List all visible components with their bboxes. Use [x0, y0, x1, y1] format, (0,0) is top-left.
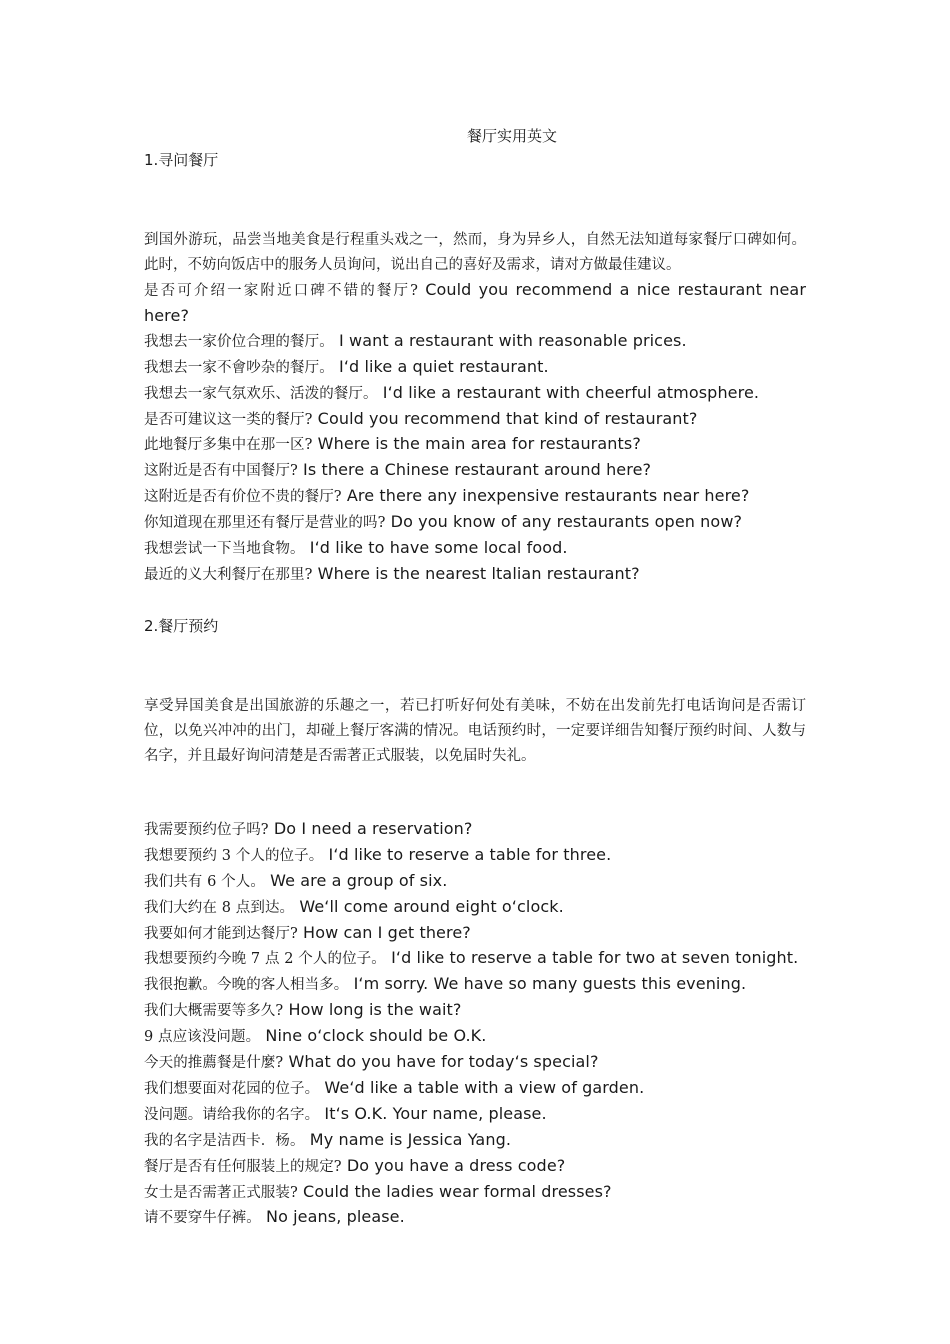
phrase-line — [144, 1180, 806, 1206]
phrase-line — [144, 817, 806, 843]
phrase-line — [144, 895, 806, 921]
phrase-line — [144, 432, 806, 458]
phrase-english: Nine o‘clock should be O.K. — [260, 1026, 487, 1046]
phrase-list-inquiry — [144, 278, 806, 588]
phrase-line — [144, 329, 806, 355]
phrase-english: Are there any inexpensive restaurants near here? — [341, 486, 750, 506]
phrase-english: I‘d like to reserve a table for three. — [323, 844, 612, 864]
phrase-list-reservation — [144, 817, 806, 1232]
phrase-chinese: 我们大约在 8 点到达。 — [144, 899, 295, 916]
section-heading-inquiry: 1.寻问餐厅 — [144, 151, 219, 169]
phrase-english: Where is the nearest ltalian restaurant? — [312, 563, 640, 583]
phrase-line — [144, 407, 806, 433]
phrase-line — [144, 972, 806, 998]
phrase-line — [144, 1154, 806, 1180]
phrase-chinese: 今天的推薦餐是什麼? — [144, 1055, 284, 1072]
phrase-english: My name is Jessica Yang. — [304, 1129, 512, 1149]
section-heading-reservation: 2.餐厅预约 — [144, 616, 219, 635]
phrase-chinese: 没问题。请给我你的名字。 — [144, 1106, 320, 1123]
phrase-english: I want a restaurant with reasonable prices. — [333, 330, 687, 350]
phrase-line — [144, 843, 806, 869]
phrase-english: Is there a Chinese restaurant around here? — [297, 460, 652, 480]
phrase-english: We are a group of six. — [264, 870, 448, 890]
phrase-line — [144, 381, 806, 407]
phrase-chinese: 9 点应该没问题。 — [144, 1029, 261, 1046]
phrase-english: We‘d like a table with a view of garden. — [319, 1077, 645, 1097]
phrase-chinese: 你知道现在那里还有餐厅是营业的吗? — [144, 515, 386, 532]
phrase-line — [144, 355, 806, 381]
phrase-chinese: 我想去一家不會吵杂的餐厅。 — [144, 359, 334, 376]
phrase-chinese: 餐厅是否有任何服装上的规定? — [144, 1158, 342, 1175]
page-title: 餐厅实用英文 — [466, 127, 557, 145]
phrase-line — [144, 869, 806, 895]
phrase-english: Could you recommend that kind of restaurant? — [312, 408, 698, 428]
phrase-chinese: 我的名字是洁西卡．杨。 — [144, 1132, 305, 1149]
section-intro-inquiry: 到国外游玩，品尝当地美食是行程重头戏之一，然而，身为异乡人，自然无法知道每家餐厅口碑如何。此时，不妨向饭店中的服务人员询问，说出自己的喜好及需求，请对方做最佳建议。 — [144, 232, 806, 273]
phrase-line — [144, 998, 806, 1024]
section-intro-reservation: 享受异国美食是出国旅游的乐趣之一，若已打听好何处有美味，不妨在出发前先打电话询问是否需订位，以免兴冲冲的出门，却碰上餐厅客满的情况。电话预约时，一定要详细告知餐厅预约时间、人数与名字，并且最好询问清楚是否需著正式服装，以免届时失礼。 — [144, 697, 806, 764]
phrase-chinese: 这附近是否有中国餐厅? — [144, 463, 298, 480]
phrase-chinese: 我想要预约今晚 7 点 2 个人的位子。 — [144, 951, 386, 968]
phrase-english: What do you have for today‘s special? — [283, 1052, 599, 1072]
phrase-chinese: 是否可介绍一家附近口碑不错的餐厅? — [144, 283, 418, 299]
phrase-chinese: 我想去一家价位合理的餐厅。 — [144, 333, 334, 350]
phrase-line — [144, 278, 806, 329]
phrase-english: I‘d like to reserve a table for two at seven tonight. — [385, 948, 799, 968]
phrase-chinese: 女士是否需著正式服装? — [144, 1184, 298, 1201]
phrase-english: Do you know of any restaurants open now? — [385, 512, 743, 532]
phrase-chinese: 我想尝试一下当地食物。 — [144, 541, 305, 558]
phrase-line — [144, 562, 806, 588]
phrase-chinese: 是否可建议这一类的餐厅? — [144, 411, 313, 428]
phrase-chinese: 我很抱歉。今晚的客人相当多。 — [144, 977, 349, 994]
phrase-english: How can I get there? — [297, 922, 471, 942]
phrase-chinese: 这附近是否有价位不贵的餐厅? — [144, 489, 342, 506]
phrase-chinese: 我要如何才能到达餐厅? — [144, 925, 298, 942]
phrase-chinese: 我们想要面对花园的位子。 — [144, 1080, 320, 1097]
phrase-english: It‘s O.K. Your name, please. — [319, 1103, 547, 1123]
phrase-chinese: 我们大概需要等多久? — [144, 1003, 284, 1020]
phrase-chinese: 此地餐厅多集中在那一区? — [144, 437, 313, 454]
phrase-chinese: 我想要预约 3 个人的位子。 — [144, 847, 324, 864]
document-body — [144, 124, 806, 1231]
phrase-line — [144, 921, 806, 947]
phrase-english: I‘d like a restaurant with cheerful atmosphere. — [377, 382, 760, 402]
phrase-line — [144, 484, 806, 510]
phrase-english: Do I need a reservation? — [268, 818, 473, 838]
phrase-chinese: 请不要穿牛仔裤。 — [144, 1210, 261, 1227]
phrase-english: I‘m sorry. We have so many guests this evening. — [348, 974, 747, 994]
phrase-line — [144, 1102, 806, 1128]
phrase-line — [144, 946, 806, 972]
phrase-line — [144, 510, 806, 536]
phrase-english: Could you recommend a nice restaurant near here? — [144, 280, 806, 325]
phrase-line — [144, 1205, 806, 1231]
phrase-line — [144, 1050, 806, 1076]
phrase-line — [144, 458, 806, 484]
phrase-line — [144, 536, 806, 562]
phrase-english: How long is the wait? — [283, 1000, 462, 1020]
phrase-english: Do you have a dress code? — [341, 1155, 566, 1175]
phrase-english: I‘d like to have some local food. — [304, 538, 568, 558]
phrase-line — [144, 1128, 806, 1154]
phrase-english: I‘d like a quiet restaurant. — [333, 356, 549, 376]
phrase-chinese: 我们共有 6 个人。 — [144, 873, 265, 890]
phrase-line — [144, 1076, 806, 1102]
phrase-english: We‘ll come around eight o‘clock. — [294, 896, 564, 916]
phrase-chinese: 我需要预约位子吗? — [144, 821, 269, 838]
phrase-english: No jeans, please. — [260, 1207, 405, 1227]
phrase-line — [144, 1024, 806, 1050]
phrase-chinese: 我想去一家气氛欢乐、活泼的餐厅。 — [144, 385, 378, 402]
phrase-chinese: 最近的义大利餐厅在那里? — [144, 566, 313, 583]
phrase-english: Where is the main area for restaurants? — [312, 434, 641, 454]
phrase-english: Could the ladies wear formal dresses? — [297, 1181, 612, 1201]
